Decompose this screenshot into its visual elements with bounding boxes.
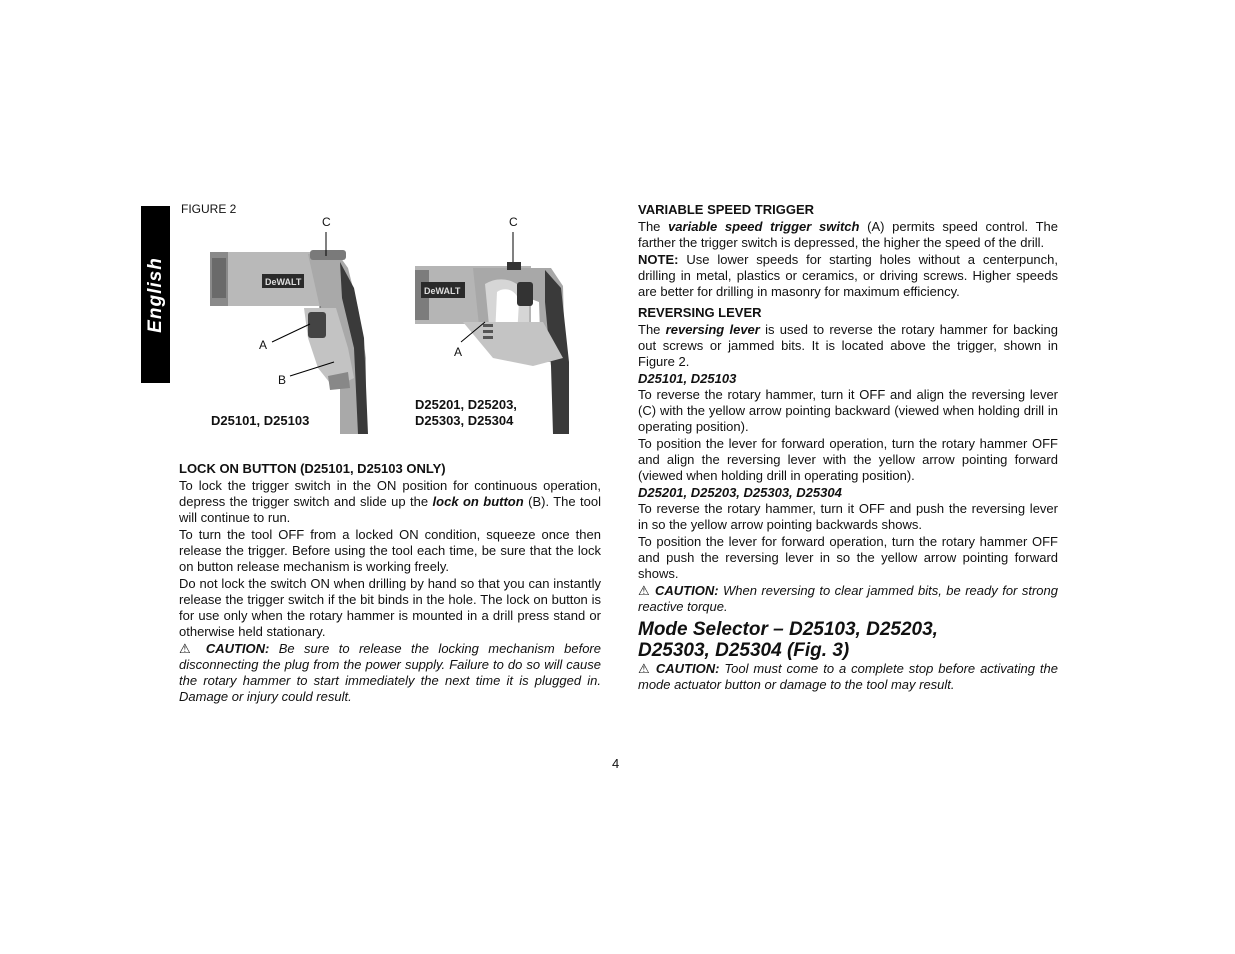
model-caption-right-line2: D25303, D25304: [415, 413, 514, 428]
variable-speed-paragraph: The variable speed trigger switch (A) permits speed control. The farther the trigger switch is depressed, the higher the speed of the drill.: [638, 219, 1058, 250]
lock-on-paragraph-2: To turn the tool OFF from a locked ON condition, squeeze once then release the trigger. Before using the tool each time, be sure that the lock on button release mechanism is working freely.: [179, 527, 601, 574]
warning-icon: ⚠: [179, 641, 197, 656]
leader-lines-left: [260, 228, 380, 388]
reversing-caution: ⚠ CAUTION: When reversing to clear jammed bits, be ready for strong reactive torque.: [638, 583, 1058, 614]
dewalt-logo-left: DeWALT: [265, 277, 302, 287]
model-caption-right: [415, 397, 517, 429]
reversing-sub1-paragraph-1: To reverse the rotary hammer, turn it OFF and align the reversing lever (C) with the yellow arrow pointing backward (viewed when holding drill in operating position).: [638, 387, 1058, 434]
mode-selector-heading: Mode Selector – D25103, D25203, D25303, D25304 (Fig. 3): [638, 619, 938, 661]
callout-b-left: B: [278, 373, 287, 387]
reversing-subheading-1: D25101, D25103: [638, 371, 737, 386]
leader-lines-right: [455, 228, 535, 358]
right-column: [638, 202, 1058, 694]
reversing-heading: REVERSING LEVER: [638, 305, 762, 320]
lock-on-heading: LOCK ON BUTTON (D25101, D25103 ONLY): [179, 461, 446, 476]
warning-icon: ⚠: [638, 661, 651, 676]
callout-a-left: A: [259, 338, 268, 352]
callout-a-right: A: [454, 345, 463, 359]
model-caption-left: D25101, D25103: [211, 413, 310, 428]
variable-speed-note: NOTE: Use lower speeds for starting holes without a centerpunch, drilling in metal, plastics or ceramics, or driving screws. Higher speeds are better for drilling in masonry for maximum efficiency.: [638, 252, 1058, 299]
reversing-sub2-paragraph-2: To position the lever for forward operation, turn the rotary hammer OFF and push the reversing lever in so the yellow arrow pointing forward shows.: [638, 534, 1058, 581]
lock-on-caution: ⚠ CAUTION: Be sure to release the locking mechanism before disconnecting the plug from the power supply. Failure to do so will cause the rotary hammer to start immediately the next time it is plugged in. Damage or injury could result.: [179, 641, 601, 704]
callout-c-left: C: [322, 215, 331, 229]
page-number: 4: [612, 756, 620, 771]
dewalt-logo-right: DeWALT: [424, 286, 461, 296]
callout-c-right: C: [509, 215, 518, 229]
reversing-sub2-paragraph-1: To reverse the rotary hammer, turn it OFF and push the reversing lever in so the yellow arrow pointing backwards shows.: [638, 501, 1058, 532]
warning-icon: ⚠: [638, 583, 651, 598]
language-label: English: [144, 256, 166, 333]
variable-speed-heading: VARIABLE SPEED TRIGGER: [638, 202, 815, 217]
reversing-subheading-2: D25201, D25203, D25303, D25304: [638, 485, 842, 500]
figure-label: FIGURE 2: [181, 202, 237, 216]
reversing-paragraph: The reversing lever is used to reverse the rotary hammer for backing out screws or jammed bits. It is located above the trigger, shown in Figure 2.: [638, 322, 1058, 369]
mode-selector-caution: ⚠ CAUTION: Tool must come to a complete stop before activating the mode actuator button or damage to the tool may result.: [638, 661, 1058, 692]
left-column: [179, 461, 601, 706]
lock-on-paragraph-3: Do not lock the switch ON when drilling by hand so that you can instantly release the trigger switch if the bit binds in the hole. The lock on button is for use only when the rotary hammer is mounted in a drill press stand or otherwise held stationary.: [179, 576, 601, 639]
language-tab: [141, 206, 170, 383]
reversing-sub1-paragraph-2: To position the lever for forward operation, turn the rotary hammer OFF and align the reversing lever with the yellow arrow pointing forward (viewed when holding drill in operating position).: [638, 436, 1058, 483]
model-caption-right-line1: D25201, D25203,: [415, 397, 517, 412]
lock-on-paragraph-1: To lock the trigger switch in the ON position for continuous operation, depress the trigger switch and slide up the lock on button (B). The tool will continue to run.: [179, 478, 602, 525]
